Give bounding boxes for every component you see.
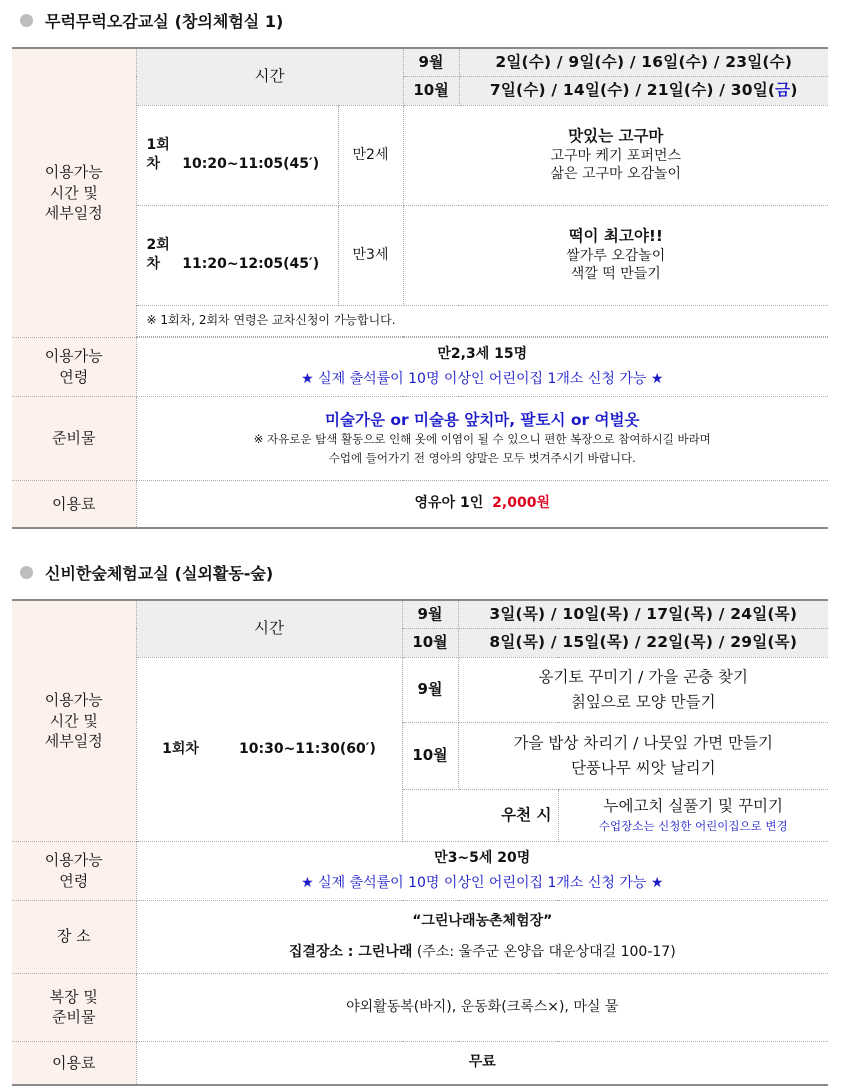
month-sep: 9월 xyxy=(403,48,459,76)
session1-age: 만2세 xyxy=(338,105,403,205)
rain-label: 우천 시 xyxy=(402,789,558,841)
session2-age: 만3세 xyxy=(338,205,403,305)
time-header: 시간 xyxy=(136,600,402,657)
section1-title xyxy=(20,7,283,33)
session1-time: 1회차 10:20~11:05(45′) xyxy=(136,105,338,205)
session2-program: 떡이 최고야!! 쌀가루 오감놀이 색깔 떡 만들기 xyxy=(403,205,828,305)
bullet-icon xyxy=(20,14,33,27)
rain-program: 누에고치 실풀기 및 꾸미기 수업장소는 신청한 어린이집으로 변경 xyxy=(558,789,828,841)
fee-value: 영유아 1인 2,000원 xyxy=(136,480,828,528)
section2-table xyxy=(12,599,828,1086)
age-label: 이용가능 연령 xyxy=(12,841,136,900)
wear-label: 복장 및 준비물 xyxy=(12,973,136,1041)
dates-oct: 8일(목) / 15일(목) / 22일(목) / 29일(목) xyxy=(458,628,828,657)
section2-title xyxy=(20,559,273,585)
prep-label: 준비물 xyxy=(12,396,136,480)
age-label: 이용가능 연령 xyxy=(12,337,136,396)
section2-title-text: 신비한숲체험교실 xyxy=(45,563,169,583)
dates-sep: 2일(수) / 9일(수) / 16일(수) / 23일(수) xyxy=(459,48,828,76)
program-sep: 옹기토 꾸미기 / 가을 곤충 찾기 칡잎으로 모양 만들기 xyxy=(458,657,828,722)
age-value: 만3~5세 20명 ★ 실제 출석률이 10명 이상인 어린이집 1개소 신청 가능 ★ xyxy=(136,841,828,900)
session-time: 1회차 10:30~11:30(60′) xyxy=(136,657,402,841)
fee-label: 이용료 xyxy=(12,1041,136,1085)
schedule-label: 이용가능 시간 및 세부일정 xyxy=(12,48,136,337)
wear-value: 야외활동복(바지), 운동화(크록스×), 마실 물 xyxy=(136,973,828,1041)
place-label: 장 소 xyxy=(12,900,136,973)
session-note: ※ 1회차, 2회차 연령은 교차신청이 가능합니다. xyxy=(136,305,828,336)
schedule-label: 이용가능 시간 및 세부일정 xyxy=(12,600,136,841)
fee-value: 무료 xyxy=(136,1041,828,1085)
section1-table xyxy=(12,47,828,529)
session1-program: 맛있는 고구마 고구마 케기 포퍼먼스 삶은 고구마 오감놀이 xyxy=(403,105,828,205)
program-month-oct: 10월 xyxy=(402,722,458,789)
month-sep: 9월 xyxy=(402,600,458,628)
section1-title-text: 무럭무럭오감교실 xyxy=(45,11,169,31)
fee-label: 이용료 xyxy=(12,480,136,528)
month-oct: 10월 xyxy=(403,76,459,105)
month-oct: 10월 xyxy=(402,628,458,657)
bullet-icon xyxy=(20,566,33,579)
dates-sep: 3일(목) / 10일(목) / 17일(목) / 24일(목) xyxy=(458,600,828,628)
session2-time: 2회차 11:20~12:05(45′) xyxy=(136,205,338,305)
prep-value: 미술가운 or 미술용 앞치마, 팔토시 or 여벌옷 ※ 자유로운 탐색 활동으로 인해 옷에 이염이 될 수 있으니 편한 복장으로 참여하시길 바라며 수업에 들어가기 전 영아의 양말은 모두 벗겨주시기 바랍니다. xyxy=(136,396,828,480)
place-value: “그린나래농촌체험장” 집결장소 : 그린나래 (주소: 울주군 온양읍 대운상대길 100-17) xyxy=(136,900,828,973)
age-value: 만2,3세 15명 ★ 실제 출석률이 10명 이상인 어린이집 1개소 신청 가능 ★ xyxy=(136,337,828,396)
section1-subtitle: (창의체험실 1) xyxy=(174,11,284,31)
dates-oct: 7일(수) / 14일(수) / 21일(수) / 30일(금) xyxy=(459,76,828,105)
section2-subtitle: (실외활동-숲) xyxy=(174,563,274,583)
program-month-sep: 9월 xyxy=(402,657,458,722)
time-header: 시간 xyxy=(136,48,403,105)
program-oct: 가을 밥상 차리기 / 나뭇잎 가면 만들기 단풍나무 씨앗 날리기 xyxy=(458,722,828,789)
